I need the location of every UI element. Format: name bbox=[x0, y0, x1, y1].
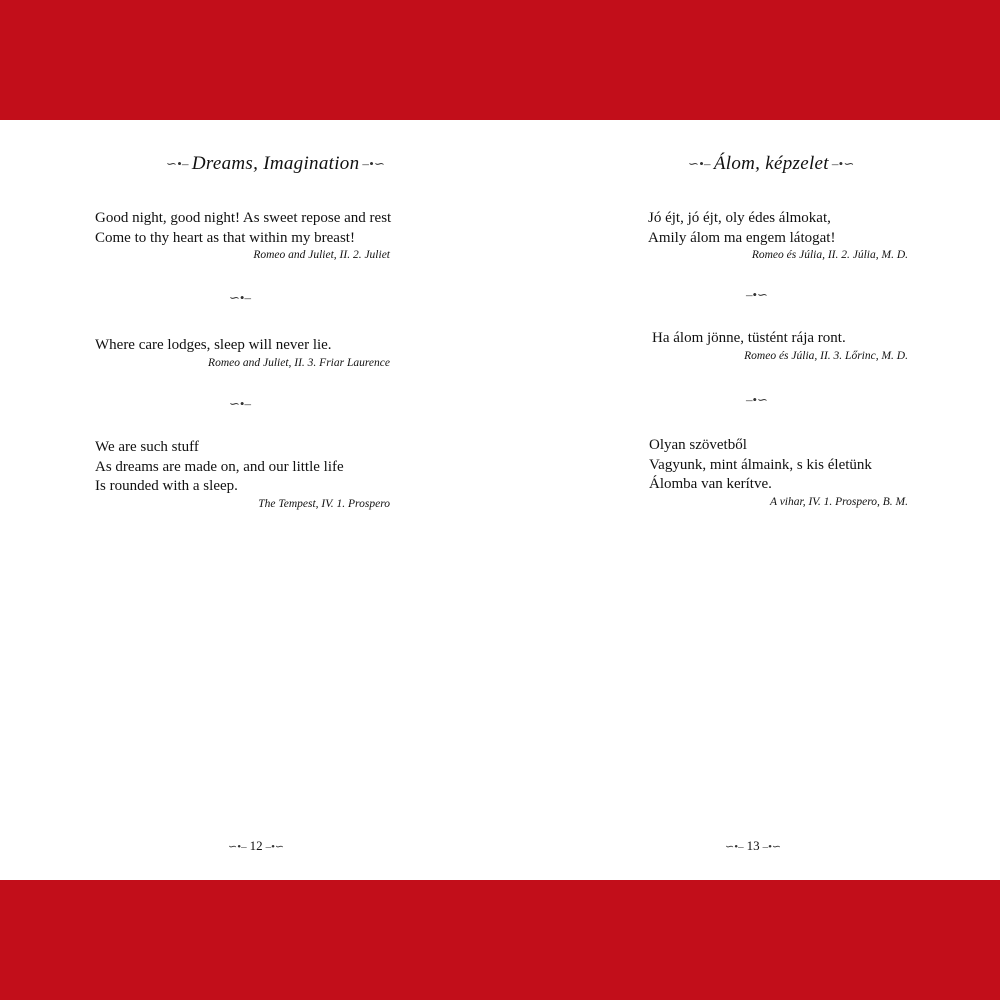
right-page bbox=[500, 120, 1000, 880]
quote-line: Jó éjt, jó éjt, oly édes álmokat, bbox=[648, 210, 831, 226]
page-number-text: 13 bbox=[746, 838, 760, 853]
flourish-right-icon: –•∽ bbox=[265, 840, 285, 853]
right-quote-3 bbox=[649, 436, 908, 509]
left-page-heading bbox=[163, 153, 388, 175]
right-heading-text: Álom, képzelet bbox=[713, 153, 829, 174]
quote-line: Good night, good night! As sweet repose and rest bbox=[95, 210, 392, 226]
divider-flourish-icon: ∽•– bbox=[229, 396, 251, 411]
right-page-number bbox=[722, 838, 784, 854]
left-page-number bbox=[225, 838, 287, 854]
quote-line: As dreams are made on, and our little life bbox=[95, 458, 344, 475]
quote-source: Romeo és Júlia, II. 2. Júlia, M. D. bbox=[751, 249, 908, 261]
flourish-left-icon: ∽•– bbox=[725, 840, 744, 853]
quote-source: The Tempest, IV. 1. Prospero bbox=[258, 497, 390, 510]
quote-line: Amily álom ma engem látogat! bbox=[648, 229, 836, 246]
quote-source: A vihar, IV. 1. Prospero, B. M. bbox=[770, 495, 908, 508]
left-quote-3 bbox=[95, 438, 390, 511]
right-quote-2 bbox=[652, 329, 908, 363]
quote-line: Álomba van kerítve. bbox=[649, 476, 772, 492]
quote-line: Olyan szövetből bbox=[649, 437, 747, 453]
quote-line: We are such stuff bbox=[95, 439, 199, 455]
bottom-red-band bbox=[0, 880, 1000, 1000]
left-quote-1 bbox=[95, 209, 390, 262]
flourish-left-icon: ∽•– bbox=[166, 156, 189, 171]
divider-flourish-icon: –•∽ bbox=[746, 392, 768, 407]
flourish-right-icon: –•∽ bbox=[831, 156, 855, 171]
divider-flourish-icon: ∽•– bbox=[229, 290, 251, 305]
right-quote-1 bbox=[648, 209, 908, 262]
quote-line: Is rounded with a sleep. bbox=[95, 478, 238, 494]
quote-line: Where care lodges, sleep will never lie. bbox=[95, 337, 332, 353]
page-number-text: 12 bbox=[249, 838, 263, 853]
quote-source: Romeo and Juliet, II. 3. Friar Laurence bbox=[208, 356, 390, 369]
quote-source: Romeo and Juliet, II. 2. Juliet bbox=[253, 249, 390, 261]
quote-line: Vagyunk, mint álmaink, s kis életünk bbox=[649, 456, 872, 473]
quote-source: Romeo és Júlia, II. 3. Lőrinc, M. D. bbox=[744, 349, 908, 362]
left-page bbox=[0, 120, 500, 880]
flourish-left-icon: ∽•– bbox=[228, 840, 247, 853]
flourish-right-icon: –•∽ bbox=[762, 840, 782, 853]
flourish-left-icon: ∽•– bbox=[688, 156, 711, 171]
divider-flourish-icon: –•∽ bbox=[746, 287, 768, 302]
right-page-heading bbox=[685, 153, 858, 175]
quote-line: Come to thy heart as that within my breast! bbox=[95, 229, 355, 246]
top-red-band bbox=[0, 0, 1000, 120]
flourish-right-icon: –•∽ bbox=[362, 156, 386, 171]
left-quote-2 bbox=[95, 336, 390, 370]
quote-line: Ha álom jönne, tüstént rája ront. bbox=[652, 330, 846, 346]
left-heading-text: Dreams, Imagination bbox=[191, 153, 360, 174]
